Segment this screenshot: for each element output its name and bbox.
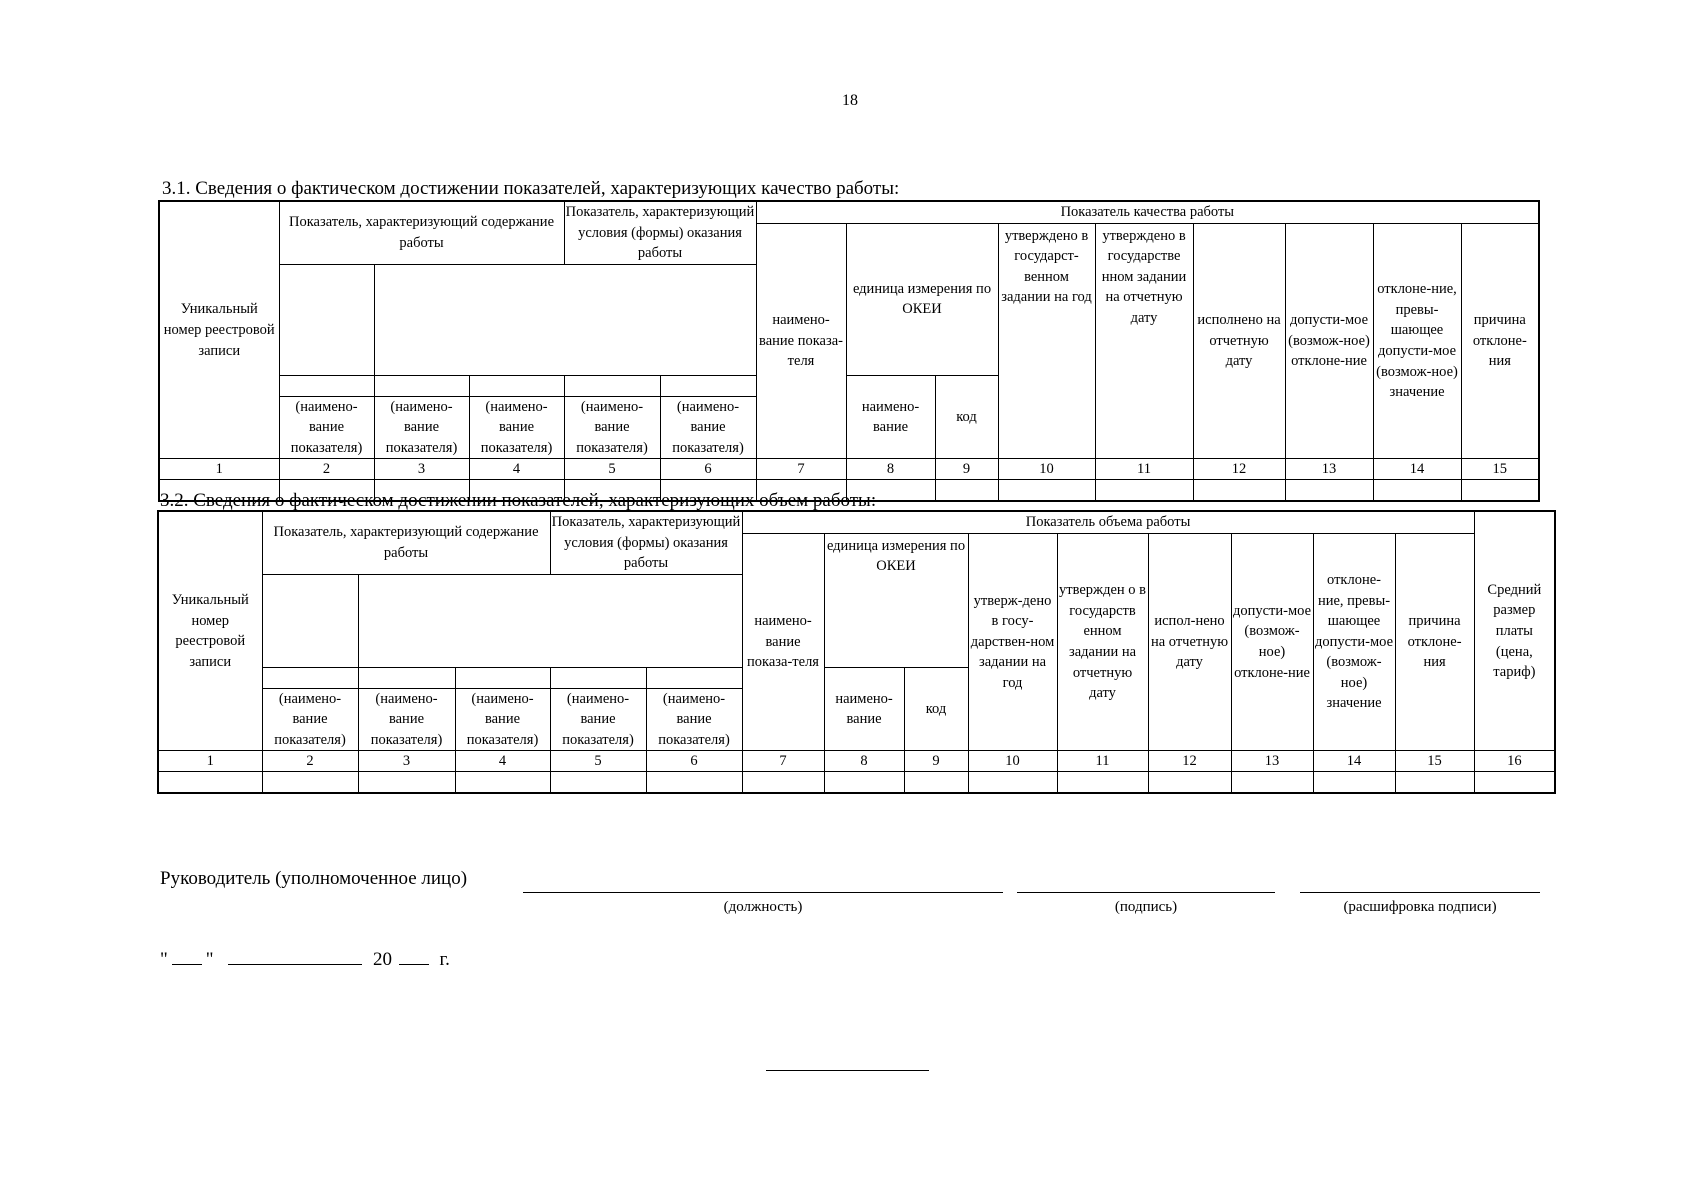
approved-year-header: утверж-дено в госу-дарствен-ном задании на год [968,533,1057,751]
indicator-name-header: наимено-вание показа-теля [742,533,824,751]
column-number: 14 [1373,459,1461,480]
data-cell[interactable] [1461,480,1539,502]
subindicator-name-header: (наимено-вание показателя) [279,396,374,459]
day-blank[interactable] [172,948,202,965]
column-number: 10 [968,751,1057,772]
date-line [160,948,450,971]
unit-okei-header: единица измерения по ОКЕИ [824,533,968,667]
subindicator-name-header: (наимено-вание показателя) [550,688,646,751]
column-number: 4 [469,459,564,480]
column-number: 15 [1461,459,1539,480]
empty-subheader-cell [279,375,374,396]
signature-caption: (подпись) [1114,899,1178,915]
column-number: 10 [998,459,1095,480]
column-number: 11 [1095,459,1193,480]
position-line[interactable] [523,892,1003,893]
data-cell[interactable] [550,772,646,794]
quality-indicator-header: Показатель качества работы [756,201,1539,223]
subindicator-name-header: (наимено-вание показателя) [646,688,742,751]
data-cell[interactable] [968,772,1057,794]
year-suffix: г. [439,949,450,970]
empty-subheader-cell [469,375,564,396]
column-number: 2 [279,459,374,480]
unit-code-header: код [935,375,998,459]
data-cell[interactable] [1285,480,1373,502]
column-number: 5 [550,751,646,772]
column-number: 6 [660,459,756,480]
content-indicator-header: Показатель, характеризующий содержание работы [262,511,550,574]
column-number: 7 [742,751,824,772]
column-number: 6 [646,751,742,772]
unique-number-header: Уникальный номер реестровой записи [159,201,279,459]
column-number: 8 [846,459,935,480]
column-number: 14 [1313,751,1395,772]
column-number: 4 [455,751,550,772]
unit-name-header: наимено-вание [824,667,904,751]
data-cell[interactable] [1373,480,1461,502]
conditions-indicator-header: Показатель, характеризующий условия (формы) оказания работы [550,511,742,574]
unit-code-header: код [904,667,968,751]
data-cell[interactable] [158,772,262,794]
empty-subheader-cell [455,667,550,688]
column-number: 5 [564,459,660,480]
table1-title: 3.1. Сведения о фактическом достижении показателей, характеризующих качество работы: [162,178,900,199]
data-cell[interactable] [1313,772,1395,794]
data-cell[interactable] [824,772,904,794]
content-indicator-header: Показатель, характеризующий содержание работы [279,201,564,264]
column-number: 2 [262,751,358,772]
data-cell[interactable] [998,480,1095,502]
unit-okei-header: единица измерения по ОКЕИ [846,223,998,375]
deviation-reason-header: причина отклоне-ния [1395,533,1474,751]
empty-subheader-cell [262,667,358,688]
position-caption: (должность) [723,899,803,915]
quote-close: " [205,949,214,970]
column-number: 3 [374,459,469,480]
data-cell[interactable] [1095,480,1193,502]
empty-subheader-cell [358,667,455,688]
data-cell[interactable] [1193,480,1285,502]
volume-indicator-header: Показатель объема работы [742,511,1474,533]
unit-name-header: наимено-вание [846,375,935,459]
volume-table [157,510,1556,794]
allowed-deviation-header: допусти-мое (возмож-ное) отклоне-ние [1231,533,1313,751]
empty-subheader-cell [660,375,756,396]
column-number: 9 [935,459,998,480]
deviation-reason-header: причина отклоне-ния [1461,223,1539,459]
conditions-indicator-header: Показатель, характеризующий условия (формы) оказания работы [564,201,756,264]
data-cell[interactable] [1148,772,1231,794]
column-number: 3 [358,751,455,772]
column-number: 12 [1148,751,1231,772]
decoding-line[interactable] [1300,892,1540,893]
subindicator-name-header: (наимено-вание показателя) [660,396,756,459]
approved-date-header: утвержден о в государств енном задании на отчетную дату [1057,533,1148,751]
signature-line[interactable] [1017,892,1275,893]
quote-open: " [160,949,168,970]
subindicator-name-header: (наимено-вание показателя) [262,688,358,751]
data-cell[interactable] [262,772,358,794]
column-number: 9 [904,751,968,772]
data-cell[interactable] [1395,772,1474,794]
subindicator-name-header: (наимено-вание показателя) [374,396,469,459]
empty-subheader-cell [550,667,646,688]
year-prefix: 20 [373,949,393,970]
column-number: 13 [1231,751,1313,772]
column-number: 16 [1474,751,1555,772]
column-number: 1 [158,751,262,772]
data-cell[interactable] [1474,772,1555,794]
exceeding-deviation-header: отклоне-ние, превы-шающее допусти-мое (возмож-ное) значение [1313,533,1395,751]
decoding-caption: (расшифровка подписи) [1343,899,1497,915]
data-cell[interactable] [646,772,742,794]
data-cell[interactable] [904,772,968,794]
column-number: 11 [1057,751,1148,772]
empty-subheader-cell [374,375,469,396]
data-cell[interactable] [1231,772,1313,794]
allowed-deviation-header: допусти-мое (возмож-ное) отклоне-ние [1285,223,1373,459]
subindicator-name-header: (наимено-вание показателя) [358,688,455,751]
column-number: 13 [1285,459,1373,480]
approved-date-header: утверждено в государстве нном задании на отчетную дату [1095,223,1193,459]
table2-title: 3.2. Сведения о фактическом достижении показателей, характеризующих объем работы: [160,490,877,511]
subindicator-name-header: (наимено-вание показателя) [455,688,550,751]
column-number: 1 [159,459,279,480]
approved-year-header: утверждено в государст-венном задании на год [998,223,1095,459]
data-cell[interactable] [742,772,824,794]
executed-header: испол-нено на отчетную дату [1148,533,1231,751]
data-cell[interactable] [455,772,550,794]
subindicator-name-header: (наимено-вание показателя) [469,396,564,459]
column-number: 8 [824,751,904,772]
subindicator-name-header: (наимено-вание показателя) [564,396,660,459]
footer-divider [766,1070,929,1071]
data-cell[interactable] [1057,772,1148,794]
signatory-label: Руководитель (уполномоченное лицо) [160,868,468,889]
empty-subheader-cell [564,375,660,396]
executed-header: исполнено на отчетную дату [1193,223,1285,459]
page-number: 18 [842,92,858,109]
column-number: 7 [756,459,846,480]
data-cell[interactable] [935,480,998,502]
column-number: 15 [1395,751,1474,772]
indicator-name-header: наимено-вание показа-теля [756,223,846,459]
table-row [158,772,1555,794]
year-blank[interactable] [399,948,429,965]
month-blank[interactable] [228,948,362,965]
exceeding-deviation-header: отклоне-ние, превы-шающее допусти-мое (возмож-ное) значение [1373,223,1461,459]
unique-number-header: Уникальный номер реестровой записи [158,511,262,751]
empty-subheader-cell [646,667,742,688]
column-number: 12 [1193,459,1285,480]
average-pay-header: Средний размер платы (цена, тариф) [1474,511,1555,751]
data-cell[interactable] [358,772,455,794]
quality-table [158,200,1540,502]
